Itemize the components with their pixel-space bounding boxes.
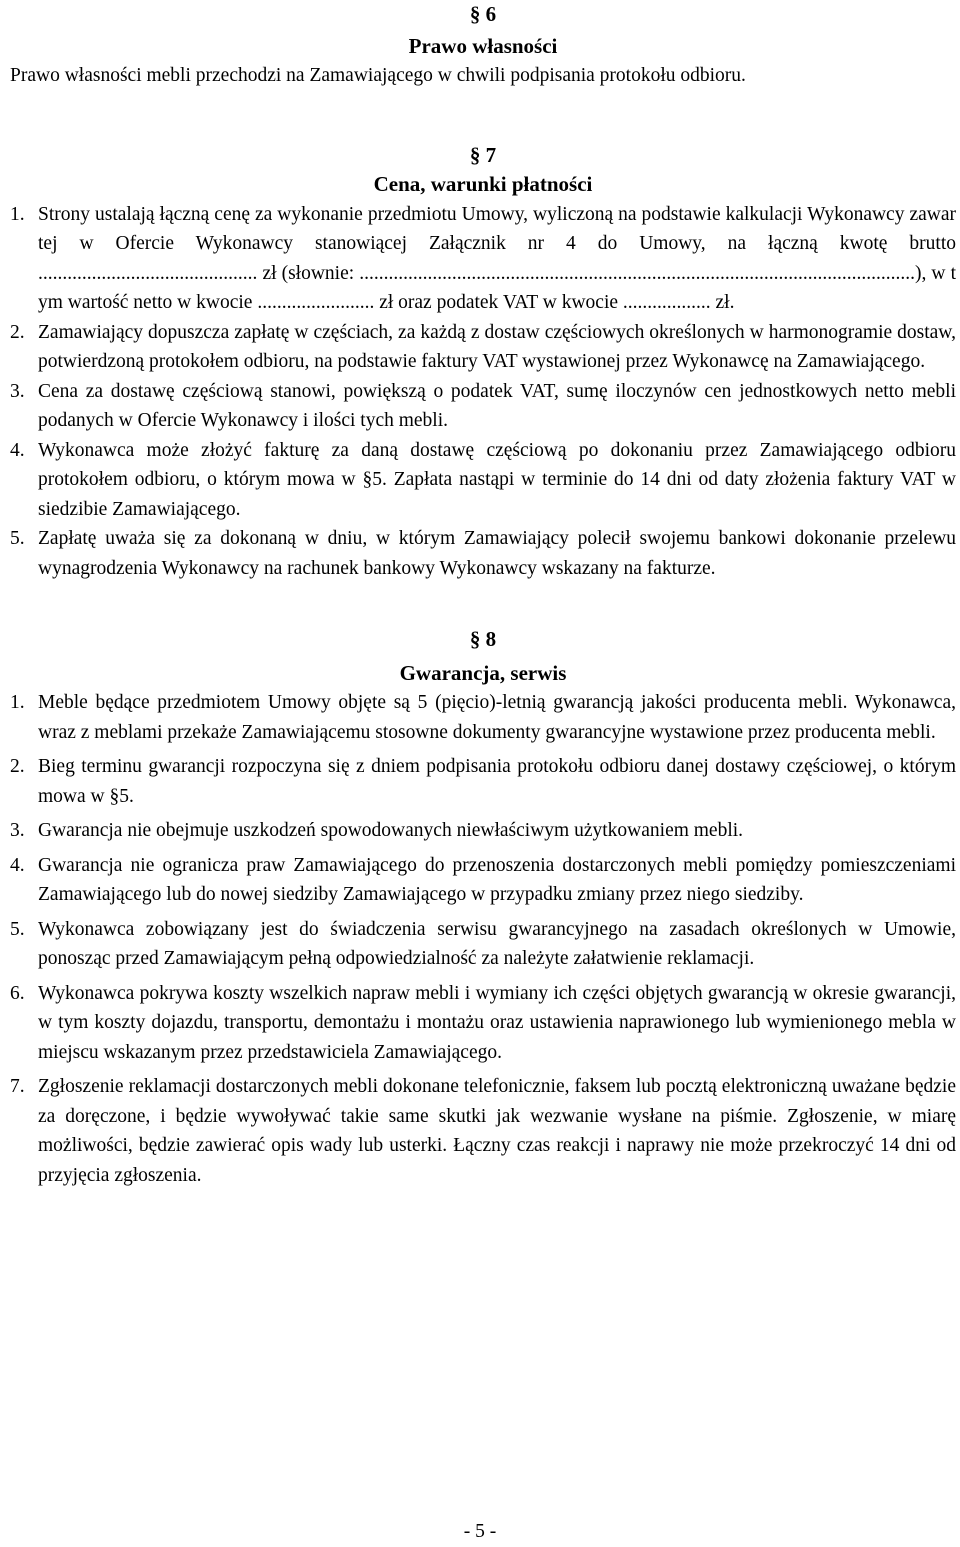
section-8-title: Gwarancja, serwis bbox=[399, 660, 567, 685]
section-8-list bbox=[10, 688, 956, 1190]
item-text: Zamawiający dopuszcza zapłatę w częściach, za każdą z dostaw częściowych określonych w harmonogramie dostaw, potwierdzoną protokołem odbioru, na podstawie faktury VAT wystawionej przez Wykonawcę na Zamawiającego. bbox=[38, 321, 956, 372]
item-number: 1. bbox=[10, 203, 25, 225]
item-text: Wykonawca może złożyć fakturę za daną dostawę częściową po dokonaniu przez Zamawiającego odbioru protokołem odbioru, o którym mowa w §5. Zapłata nastąpi w terminie do 14 dni od daty złożenia faktury VAT w siedzibie Zamawiającego. bbox=[38, 439, 956, 520]
list-item bbox=[10, 377, 956, 436]
page-number: - 5 - bbox=[463, 1521, 497, 1542]
section-6-text: Prawo własności mebli przechodzi na Zamawiającego w chwili podpisania protokołu odbioru. bbox=[10, 65, 746, 86]
item-number: 3. bbox=[10, 820, 25, 841]
list-item bbox=[10, 752, 956, 811]
list-item bbox=[10, 915, 956, 974]
item-number: 6. bbox=[10, 982, 25, 1004]
item-number: 4. bbox=[10, 854, 25, 876]
list-item bbox=[10, 1072, 956, 1190]
item-number: 2. bbox=[10, 756, 25, 777]
section-6-number: § 6 bbox=[469, 2, 497, 26]
item-text: Gwarancja nie obejmuje uszkodzeń spowodowanych niewłaściwym użytkowaniem mebli. bbox=[38, 820, 744, 841]
item-text: Strony ustalają łączną cenę za wykonanie przedmiotu Umowy, wyliczoną na podstawie kalkulacji Wykonawcy zawartej w Ofercie Wykonawcy stanowiącej Załącznik nr 4 do Umowy, na łączną kwotę brutto ............................................. zł (słownie: ..................................................................................................................), w tym wartość netto w kwocie ........................ zł oraz podatek VAT w kwocie .................. zł. bbox=[38, 203, 956, 313]
document-page bbox=[10, 0, 956, 1190]
section-7-number: § 7 bbox=[469, 142, 497, 167]
list-item bbox=[10, 688, 956, 747]
list-item bbox=[10, 979, 956, 1068]
item-text: Gwarancja nie ogranicza praw Zamawiającego do przenoszenia dostarczonych mebli pomiędzy pomieszczeniami Zamawiającego lub do nowej siedziby Zamawiającego w przypadku zmiany przez niego siedziby. bbox=[38, 854, 956, 905]
item-number: 7. bbox=[10, 1076, 25, 1097]
list-item bbox=[10, 436, 956, 525]
section-7-title: Cena, warunki płatności bbox=[373, 172, 593, 196]
list-item bbox=[10, 851, 956, 910]
item-text: Bieg terminu gwarancji rozpoczyna się z dniem podpisania protokołu odbioru danej dostawy częściowej, o którym mowa w §5. bbox=[38, 756, 956, 807]
item-number: 4. bbox=[10, 439, 25, 461]
item-number: 5. bbox=[10, 918, 25, 940]
item-text: Cena za dostawę częściową stanowi, powiększą o podatek VAT, sumę iloczynów cen jednostkowych netto mebli podanych w Ofercie Wykonawcy i ilości tych mebli. bbox=[38, 380, 956, 431]
list-item bbox=[10, 816, 956, 846]
item-text: Zapłatę uważa się za dokonaną w dniu, w którym Zamawiający polecił swojemu bankowi dokonanie przelewu wynagrodzenia Wykonawcy na rachunek bankowy Wykonawcy wskazany na fakturze. bbox=[38, 528, 956, 579]
item-number: 2. bbox=[10, 321, 25, 343]
list-item bbox=[10, 200, 956, 318]
item-text: Wykonawca pokrywa koszty wszelkich napraw mebli i wymiany ich części objętych gwarancją w okresie gwarancji, w tym koszty dojazdu, transportu, demontażu i montażu oraz ustawienia naprawionego lub wymienionego mebla w miejscu wskazanym przez przedstawiciela Zamawiającego. bbox=[38, 982, 956, 1063]
item-number: 3. bbox=[10, 380, 25, 402]
item-text: Meble będące przedmiotem Umowy objęte są 5 (pięcio)-letnią gwarancją jakości producenta mebli. Wykonawca, wraz z meblami przekaże Zamawiającemu stosowne dokumenty gwarancyjne wystawione przez producenta mebli. bbox=[38, 692, 956, 743]
list-item bbox=[10, 318, 956, 377]
item-text: Wykonawca zobowiązany jest do świadczenia serwisu gwarancyjnego na zasadach określonych w Umowie, ponosząc przed Zamawiającym pełną odpowiedzialność za należyte załatwienie reklamacji. bbox=[38, 918, 956, 969]
item-number: 5. bbox=[10, 528, 25, 549]
item-text: Zgłoszenie reklamacji dostarczonych mebli dokonane telefonicznie, faksem lub pocztą elektroniczną uważane będzie za doręczone, i będzie wywoływać takie same skutki jak wezwanie wysłane na piśmie. Zgłoszenie, w miarę możliwości, będzie zawierać opis wady lub usterki. Łączny czas reakcji i naprawy nie może przekroczyć 14 dni od przyjęcia zgłoszenia. bbox=[38, 1076, 956, 1186]
section-8-number: § 8 bbox=[469, 627, 497, 651]
list-item bbox=[10, 524, 956, 583]
section-7-list bbox=[10, 200, 956, 584]
section-6-title: Prawo własności bbox=[408, 33, 558, 58]
item-number: 1. bbox=[10, 692, 25, 713]
